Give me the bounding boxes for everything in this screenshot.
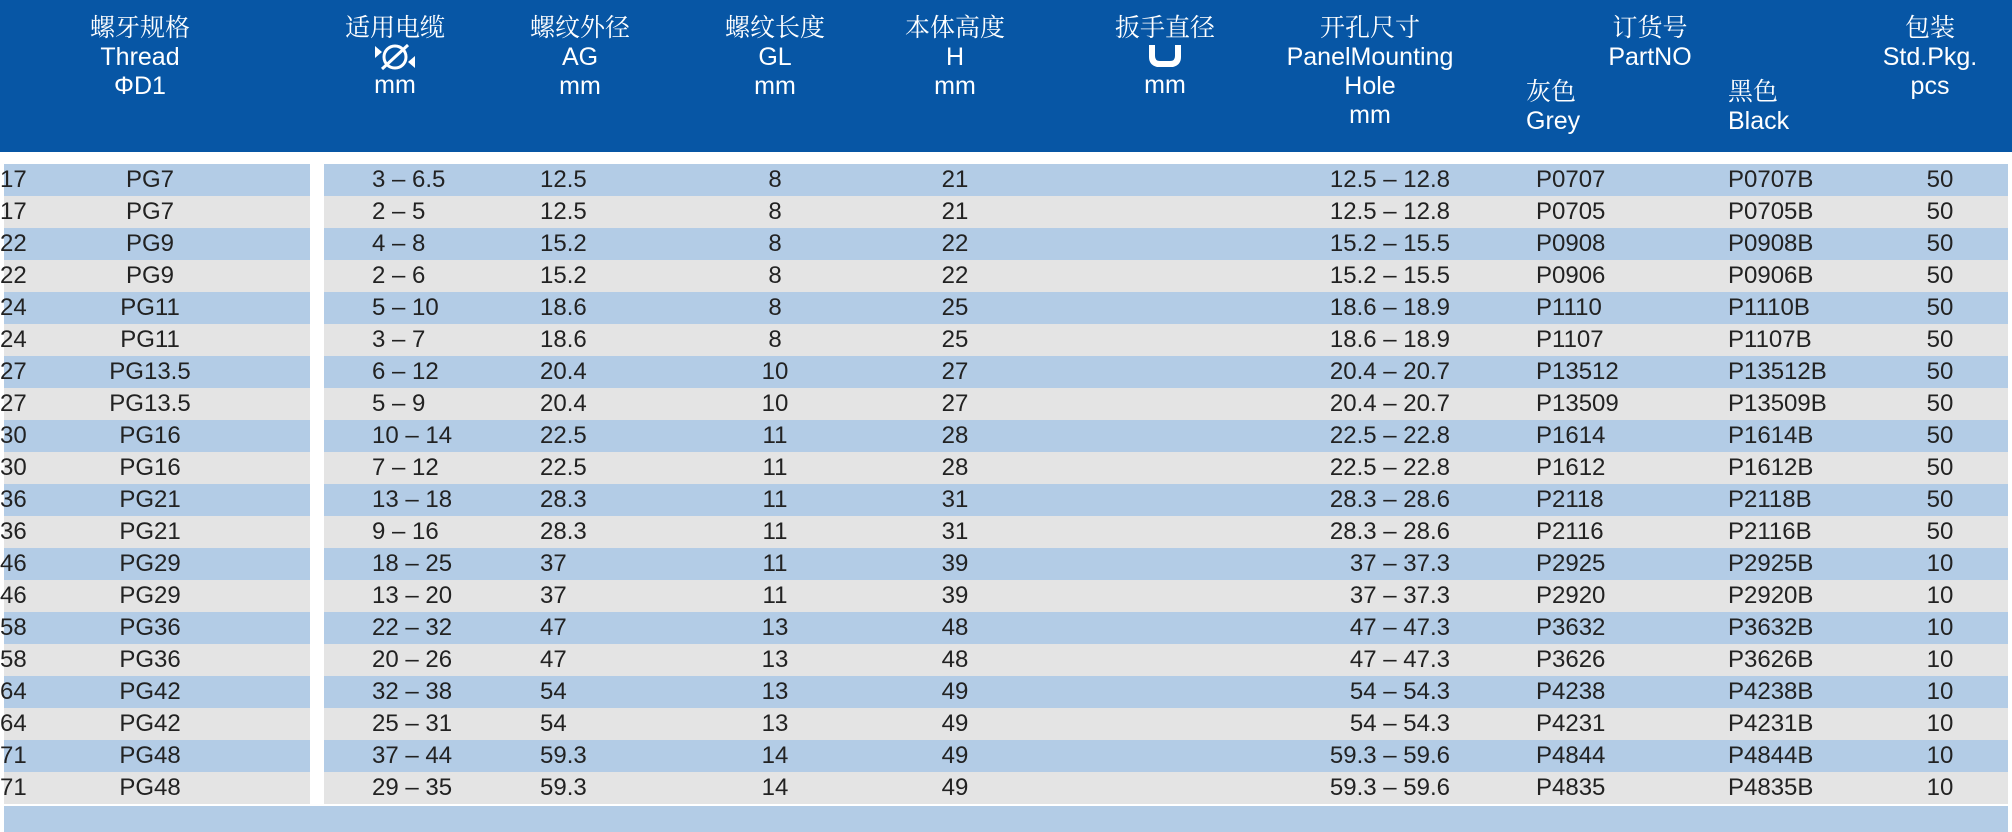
cell-ag: 18.6 (540, 326, 587, 353)
table-row (0, 676, 2012, 708)
header-gl-unit: mm (754, 72, 796, 100)
cell-gl: 11 (762, 582, 788, 609)
cell-cable: 10 – 14 (372, 422, 453, 449)
header-wrench (1085, 14, 1245, 100)
header-pkg (1850, 14, 2010, 101)
cell-h: 22 (941, 230, 969, 257)
cell-cable: 5 – 10 (372, 294, 439, 321)
header-hole-unit: mm (1349, 101, 1391, 129)
cell-spec: PG11 (120, 326, 180, 353)
cell-gl: 13 (761, 710, 789, 737)
header-h-en: H (945, 43, 965, 71)
cell-gl: 14 (761, 774, 789, 801)
header-ag-en: AG (561, 43, 599, 71)
cell-cable: 20 – 26 (372, 646, 453, 673)
cell-cable: 2 – 6 (372, 262, 426, 289)
table-row (0, 516, 2012, 548)
cell-ag: 37 (540, 582, 567, 609)
cell-grey: P1107 (1536, 326, 1604, 353)
cell-ag: 22.5 (540, 454, 587, 481)
cell-grey: P4844 (1536, 742, 1606, 769)
cell-cable: 3 – 6.5 (372, 166, 446, 193)
cell-spec: PG36 (119, 646, 181, 673)
cell-h: 49 (941, 678, 969, 705)
cell-h: 48 (941, 646, 969, 673)
table-row (0, 260, 2012, 292)
cell-spec: PG29 (119, 582, 181, 609)
cell-pkg: 50 (1926, 326, 1954, 353)
header-spec (40, 14, 240, 101)
cell-wrench: 36 (0, 486, 27, 513)
cell-grey: P2118 (1536, 486, 1604, 513)
cell-pkg: 50 (1926, 262, 1954, 289)
table-row (0, 388, 2012, 420)
cell-hole: 59.3 – 59.6 (1329, 742, 1450, 769)
cell-hole: 37 – 37.3 (1349, 582, 1450, 609)
cell-cable: 37 – 44 (372, 742, 453, 769)
cell-wrench: 71 (0, 774, 27, 801)
cell-hole: 15.2 – 15.5 (1329, 262, 1450, 289)
cell-wrench: 64 (0, 710, 27, 737)
cell-pkg: 10 (1926, 774, 1954, 801)
cell-wrench: 17 (0, 198, 27, 225)
cell-black: P2920B (1728, 582, 1814, 609)
cell-h: 49 (941, 710, 969, 737)
cell-h: 27 (941, 358, 969, 385)
header-ag (500, 14, 660, 101)
header-gl-cn: 螺纹长度 (724, 14, 825, 42)
header-pkg-en: Std.Pkg. (1882, 43, 1978, 71)
cell-hole: 12.5 – 12.8 (1329, 166, 1450, 193)
cell-spec: PG11 (120, 294, 180, 321)
cell-black: P0908B (1728, 230, 1814, 257)
cell-h: 28 (941, 422, 969, 449)
header-h-unit: mm (934, 72, 976, 100)
cell-pkg: 50 (1926, 518, 1954, 545)
cell-ag: 20.4 (540, 358, 587, 385)
table-row (0, 548, 2012, 580)
cell-h: 21 (941, 166, 969, 193)
header-part (1560, 14, 1740, 72)
cell-black: P3632B (1728, 614, 1814, 641)
cell-gl: 8 (768, 198, 782, 225)
cell-ag: 15.2 (540, 230, 587, 257)
cell-hole: 59.3 – 59.6 (1329, 774, 1450, 801)
cell-gl: 11 (762, 518, 788, 545)
cell-cable: 25 – 31 (372, 710, 453, 737)
cell-grey: P4238 (1536, 678, 1606, 705)
cell-ag: 28.3 (540, 518, 587, 545)
cell-spec: PG16 (119, 422, 181, 449)
cell-wrench: 17 (0, 166, 27, 193)
cell-wrench: 30 (0, 422, 27, 449)
cell-ag: 47 (540, 646, 567, 673)
table-row (0, 164, 2012, 196)
cell-wrench: 58 (0, 614, 27, 641)
cell-spec: PG7 (125, 166, 175, 193)
cell-pkg: 10 (1926, 710, 1954, 737)
table-footer-bar (4, 806, 2008, 832)
cell-pkg: 50 (1926, 198, 1954, 225)
cell-cable: 9 – 16 (372, 518, 439, 545)
cell-gl: 11 (762, 486, 788, 513)
cell-grey: P2920 (1536, 582, 1606, 609)
cell-ag: 20.4 (540, 390, 587, 417)
cell-black: P3626B (1728, 646, 1814, 673)
cell-h: 49 (941, 774, 969, 801)
cell-gl: 10 (761, 358, 789, 385)
cell-cable: 3 – 7 (372, 326, 426, 353)
cell-spec: PG42 (119, 710, 181, 737)
table-row (0, 228, 2012, 260)
table-row (0, 292, 2012, 324)
header-h (880, 14, 1030, 101)
cell-spec: PG7 (125, 198, 175, 225)
header-hole (1260, 14, 1480, 130)
cell-grey: P0707 (1536, 166, 1606, 193)
cell-spec: PG29 (119, 550, 181, 577)
cell-grey: P2116 (1536, 518, 1604, 545)
cell-spec: PG9 (125, 262, 175, 289)
cell-spec: PG42 (119, 678, 181, 705)
cell-spec: PG13.5 (109, 390, 191, 417)
table-row (0, 772, 2012, 804)
cell-h: 25 (941, 326, 969, 353)
table-row (0, 740, 2012, 772)
header-gl-en: GL (758, 43, 792, 71)
cell-black: P4844B (1728, 742, 1814, 769)
cell-wrench: 22 (0, 230, 27, 257)
cell-h: 25 (941, 294, 969, 321)
cell-black: P0705B (1728, 198, 1814, 225)
cell-h: 49 (941, 742, 969, 769)
cell-grey: P1110 (1536, 294, 1602, 321)
cell-hole: 20.4 – 20.7 (1329, 390, 1450, 417)
cell-ag: 59.3 (540, 774, 587, 801)
cell-black: P13512B (1728, 358, 1827, 385)
table-row (0, 196, 2012, 228)
cell-gl: 13 (761, 646, 789, 673)
cell-black: P2118B (1728, 486, 1812, 513)
cell-black: P1107B (1728, 326, 1812, 353)
cell-hole: 54 – 54.3 (1349, 710, 1450, 737)
cell-wrench: 64 (0, 678, 27, 705)
cell-cable: 5 – 9 (372, 390, 426, 417)
cell-h: 39 (941, 582, 969, 609)
header-hole-cn: 开孔尺寸 (1319, 14, 1420, 42)
cell-spec: PG21 (119, 518, 181, 545)
cell-gl: 14 (761, 742, 789, 769)
cell-hole: 18.6 – 18.9 (1329, 326, 1450, 353)
header-cable (320, 14, 470, 100)
cell-h: 21 (941, 198, 969, 225)
cell-hole: 28.3 – 28.6 (1329, 486, 1450, 513)
cell-wrench: 58 (0, 646, 27, 673)
cell-black: P4238B (1728, 678, 1814, 705)
cell-black: P1614B (1728, 422, 1814, 449)
cell-spec: PG48 (119, 774, 181, 801)
cell-grey: P13509 (1536, 390, 1619, 417)
header-spec-cn: 螺牙规格 (89, 14, 190, 42)
cell-hole: 15.2 – 15.5 (1329, 230, 1450, 257)
header-black-en: Black (1728, 107, 1790, 135)
table-row (0, 356, 2012, 388)
cell-spec: PG21 (119, 486, 181, 513)
cell-gl: 8 (768, 326, 782, 353)
table-row (0, 484, 2012, 516)
table-row (0, 420, 2012, 452)
header-gl (700, 14, 850, 101)
cell-pkg: 10 (1926, 582, 1954, 609)
header-spec-en: Thread (100, 43, 180, 71)
cell-wrench: 46 (0, 582, 27, 609)
cell-h: 28 (941, 454, 969, 481)
header-ag-unit: mm (559, 72, 601, 100)
cell-cable: 29 – 35 (372, 774, 453, 801)
cell-pkg: 10 (1926, 550, 1954, 577)
cell-grey: P2925 (1536, 550, 1606, 577)
header-grey-cn: 灰色 (1526, 78, 1577, 106)
header-pkg-unit: pcs (1910, 72, 1950, 100)
cell-wrench: 24 (0, 294, 27, 321)
table-row (0, 612, 2012, 644)
cable-diameter-icon (373, 43, 417, 71)
cell-wrench: 24 (0, 326, 27, 353)
cell-hole: 20.4 – 20.7 (1329, 358, 1450, 385)
cell-ag: 12.5 (540, 198, 587, 225)
cell-ag: 54 (540, 678, 567, 705)
cell-black: P2925B (1728, 550, 1814, 577)
cell-gl: 8 (768, 166, 782, 193)
cell-wrench: 30 (0, 454, 27, 481)
cell-cable: 18 – 25 (372, 550, 453, 577)
cell-wrench: 27 (0, 390, 27, 417)
cell-h: 22 (941, 262, 969, 289)
cell-grey: P3632 (1536, 614, 1606, 641)
cell-grey: P4835 (1536, 774, 1606, 801)
cell-hole: 47 – 47.3 (1349, 614, 1450, 641)
cell-wrench: 22 (0, 262, 27, 289)
cell-hole: 12.5 – 12.8 (1329, 198, 1450, 225)
cell-gl: 11 (762, 422, 788, 449)
cell-wrench: 46 (0, 550, 27, 577)
cell-pkg: 50 (1926, 486, 1954, 513)
cell-ag: 54 (540, 710, 567, 737)
cell-black: P2116B (1728, 518, 1812, 545)
cell-black: P0707B (1728, 166, 1814, 193)
cell-gl: 13 (761, 678, 789, 705)
cell-pkg: 10 (1926, 614, 1954, 641)
cell-grey: P0906 (1536, 262, 1606, 289)
cell-h: 31 (941, 486, 969, 513)
cell-pkg: 50 (1926, 422, 1954, 449)
cell-gl: 8 (768, 230, 782, 257)
header-ag-cn: 螺纹外径 (529, 14, 630, 42)
header-pkg-cn: 包装 (1904, 14, 1955, 42)
cell-ag: 18.6 (540, 294, 587, 321)
cell-hole: 22.5 – 22.8 (1329, 454, 1450, 481)
cell-cable: 13 – 18 (372, 486, 453, 513)
cell-wrench: 36 (0, 518, 27, 545)
header-grey (1526, 78, 1580, 136)
header-part-en: PartNO (1608, 43, 1692, 71)
cell-pkg: 50 (1926, 358, 1954, 385)
cell-grey: P1614 (1536, 422, 1606, 449)
table-row (0, 452, 2012, 484)
header-black (1728, 78, 1789, 136)
cell-ag: 28.3 (540, 486, 587, 513)
cell-cable: 22 – 32 (372, 614, 453, 641)
cell-hole: 18.6 – 18.9 (1329, 294, 1450, 321)
header-part-cn: 订货号 (1612, 14, 1688, 42)
cell-wrench: 27 (0, 358, 27, 385)
table-row (0, 644, 2012, 676)
cell-gl: 10 (761, 390, 789, 417)
cell-spec: PG36 (119, 614, 181, 641)
cell-pkg: 10 (1926, 742, 1954, 769)
wrench-icon (1143, 43, 1187, 71)
cell-black: P1110B (1728, 294, 1810, 321)
cell-hole: 37 – 37.3 (1349, 550, 1450, 577)
table-header (0, 0, 2012, 152)
cell-black: P1612B (1728, 454, 1814, 481)
cell-h: 27 (941, 390, 969, 417)
cell-h: 31 (941, 518, 969, 545)
cell-pkg: 50 (1926, 294, 1954, 321)
cell-cable: 4 – 8 (372, 230, 426, 257)
cell-pkg: 50 (1926, 454, 1954, 481)
cell-pkg: 50 (1926, 166, 1954, 193)
cell-gl: 13 (761, 614, 789, 641)
cell-spec: PG16 (119, 454, 181, 481)
cell-ag: 15.2 (540, 262, 587, 289)
cell-ag: 47 (540, 614, 567, 641)
cell-grey: P1612 (1536, 454, 1606, 481)
cell-black: P4835B (1728, 774, 1814, 801)
cell-cable: 32 – 38 (372, 678, 453, 705)
cell-grey: P0705 (1536, 198, 1606, 225)
cell-cable: 13 – 20 (372, 582, 453, 609)
header-spec-sym: ΦD1 (114, 72, 166, 100)
cell-pkg: 50 (1926, 230, 1954, 257)
cell-h: 39 (941, 550, 969, 577)
cell-cable: 6 – 12 (372, 358, 439, 385)
table-row (0, 580, 2012, 612)
cell-grey: P0908 (1536, 230, 1606, 257)
cell-pkg: 10 (1926, 646, 1954, 673)
header-h-cn: 本体高度 (904, 14, 1005, 42)
table-row (0, 324, 2012, 356)
cell-grey: P3626 (1536, 646, 1606, 673)
cell-spec: PG48 (119, 742, 181, 769)
cell-gl: 11 (762, 550, 788, 577)
cell-gl: 8 (768, 262, 782, 289)
header-wrench-cn: 扳手直径 (1114, 14, 1215, 42)
cell-ag: 37 (540, 550, 567, 577)
header-cable-cn: 适用电缆 (344, 14, 445, 42)
header-cable-unit: mm (374, 71, 416, 99)
cell-cable: 7 – 12 (372, 454, 439, 481)
cell-gl: 8 (768, 294, 782, 321)
cell-gl: 11 (762, 454, 788, 481)
cell-hole: 22.5 – 22.8 (1329, 422, 1450, 449)
header-grey-en: Grey (1526, 107, 1581, 135)
cell-black: P4231B (1728, 710, 1814, 737)
table-row (0, 708, 2012, 740)
cell-hole: 54 – 54.3 (1349, 678, 1450, 705)
cell-grey: P13512 (1536, 358, 1619, 385)
cell-ag: 22.5 (540, 422, 587, 449)
cell-h: 48 (941, 614, 969, 641)
cell-ag: 59.3 (540, 742, 587, 769)
cell-black: P0906B (1728, 262, 1814, 289)
header-hole-en2: Hole (1344, 72, 1396, 100)
cell-pkg: 10 (1926, 678, 1954, 705)
cell-hole: 28.3 – 28.6 (1329, 518, 1450, 545)
cell-cable: 2 – 5 (372, 198, 426, 225)
header-black-cn: 黑色 (1728, 78, 1779, 106)
cell-pkg: 50 (1926, 390, 1954, 417)
cell-black: P13509B (1728, 390, 1827, 417)
cell-spec: PG13.5 (109, 358, 191, 385)
cell-spec: PG9 (125, 230, 175, 257)
cell-ag: 12.5 (540, 166, 587, 193)
cell-wrench: 71 (0, 742, 27, 769)
cell-hole: 47 – 47.3 (1349, 646, 1450, 673)
header-wrench-unit: mm (1144, 71, 1186, 99)
cell-grey: P4231 (1536, 710, 1606, 737)
header-hole-en: PanelMounting (1286, 43, 1454, 71)
